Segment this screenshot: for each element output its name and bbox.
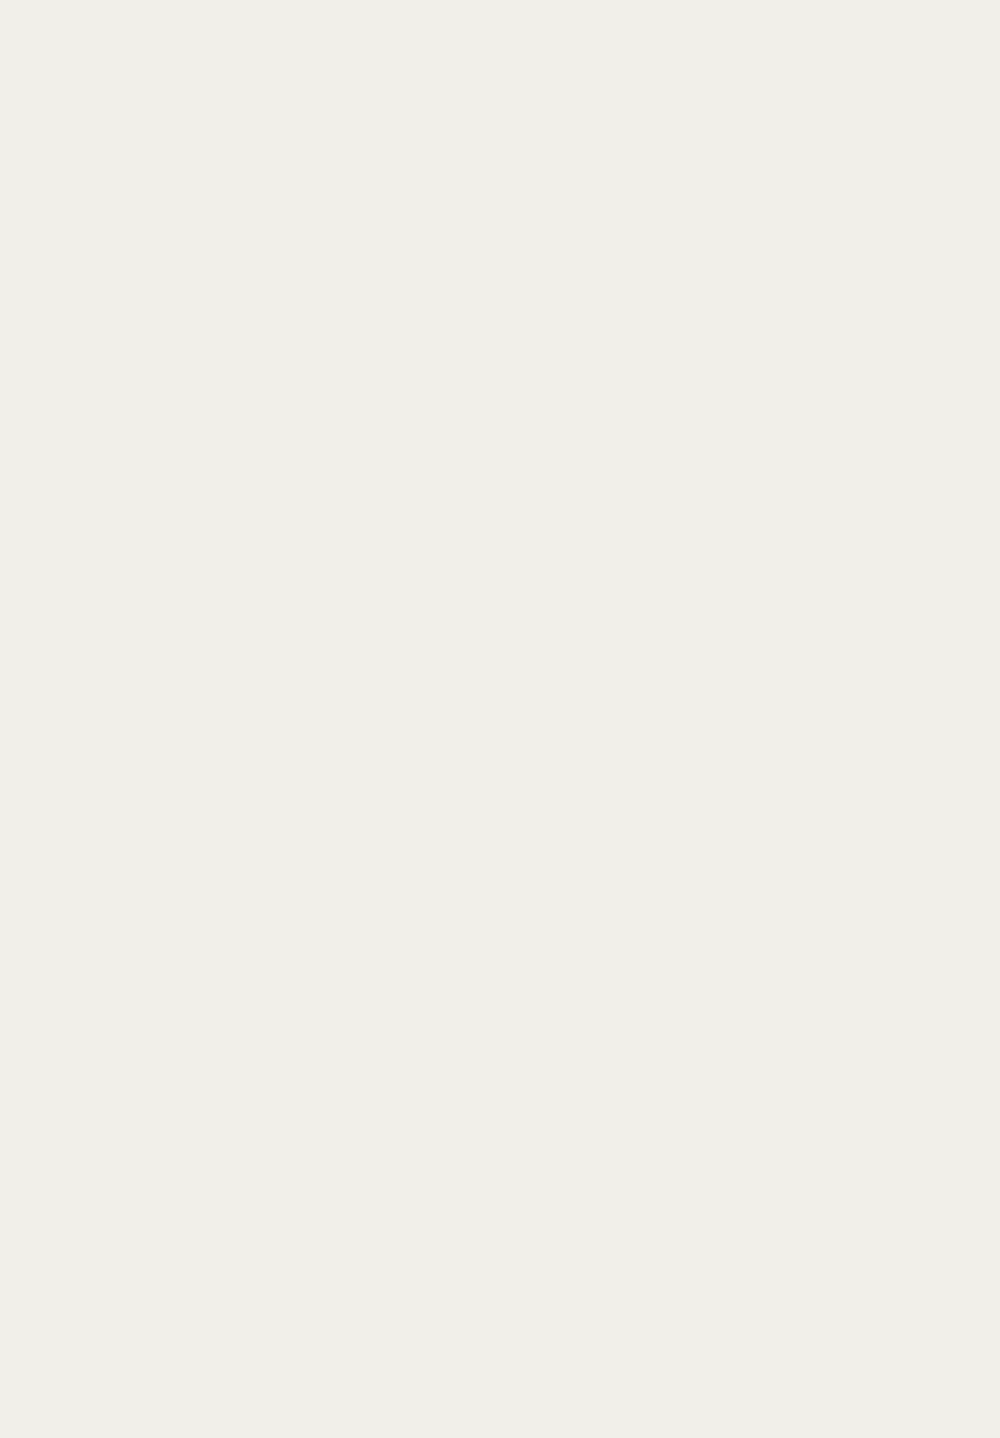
bleed-through-text bbox=[340, 292, 810, 306]
